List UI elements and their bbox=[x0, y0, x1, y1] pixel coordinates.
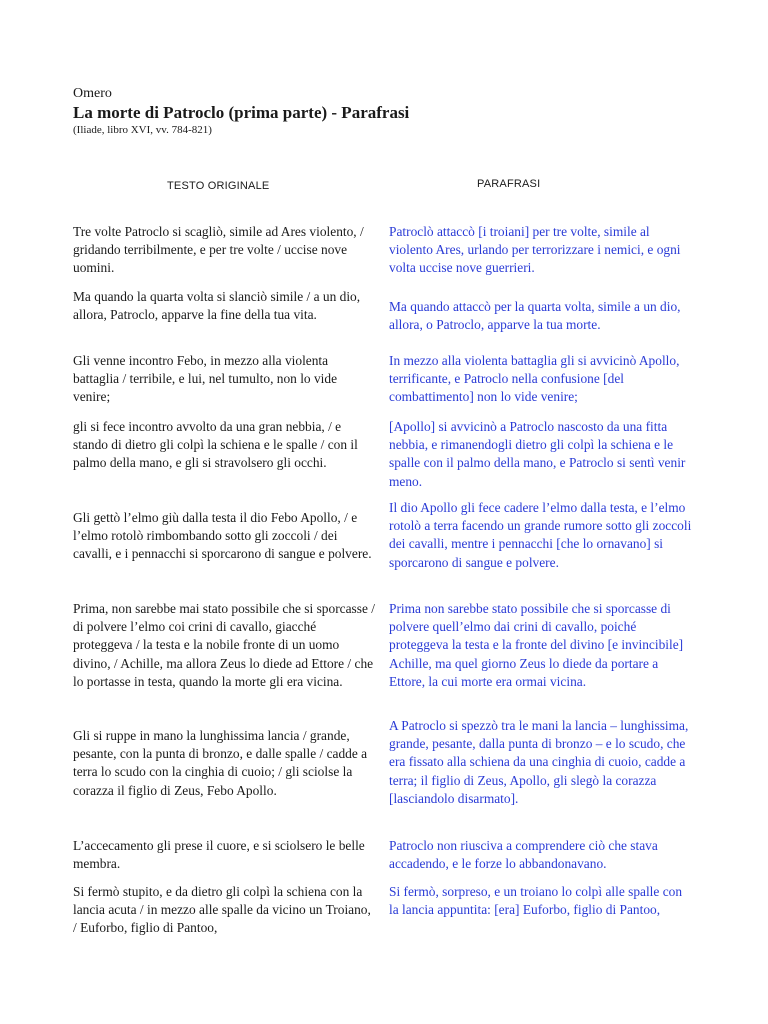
paraphrase-text: Prima non sarebbe stato possibile che si sporcasse di polvere quell’elmo dai crini di cavallo, poiché proteggeva la testa e la fronte del divino [e invincibile] Achille, ma quel giorno Zeus lo diede da portare a Ettore, la cui morte era ormai vicina. bbox=[389, 601, 684, 689]
original-text: Gli si ruppe in mano la lunghissima lancia / grande, pesante, con la punta di bronzo, e dalle spalle / cadde a terra lo scudo con la cinghia di cuoio; / gli sciolse la corazza il figlio di Zeus, Febo Apollo. bbox=[73, 728, 368, 798]
original-text: Si fermò stupito, e da dietro gli colpì la schiena con la lancia acuta / in mezzo alle spalle da vicino un Troiano, / Euforbo, figlio di Pantoo, bbox=[73, 884, 371, 936]
paraphrase-text: Si fermò, sorpreso, e un troiano lo colpì alle spalle con la lancia appuntita: [era] Euforbo, figlio di Pantoo, bbox=[389, 884, 683, 918]
original-text: gli si fece incontro avvolto da una gran nebbia, / e stando di dietro gli colpì la schiena e le spalle / con il palmo della mano, e gli si stravolsero gli occhi. bbox=[73, 419, 358, 471]
paraphrase-text: Il dio Apollo gli fece cadere l’elmo dalla testa, e l’elmo rotolò a terra facendo un grande rumore sotto gli zoccoli dei cavalli, mentre i pennacchi [che lo ornavano] si sporcarono di sangue e polvere. bbox=[389, 500, 692, 570]
document-subtitle: (Iliade, libro XVI, vv. 784-821) bbox=[73, 124, 212, 136]
paraphrase-text: Patroclo non riusciva a comprendere ciò che stava accadendo, e le forze lo abbandonavano. bbox=[389, 838, 658, 872]
paraphrase-text: A Patroclo si spezzò tra le mani la lancia – lunghissima, grande, pesante, dalla punta di bronzo – e lo scudo, che era fissato alla schiena da una cinghia di cuoio, cadde a terra; il figlio di Zeus, Apollo, gli slegò la corazza [lasciandolo disarmato]. bbox=[389, 718, 689, 806]
column-header-paraphrase: PARAFRASI bbox=[477, 178, 541, 190]
paraphrase-text: Patroclò attaccò [i troiani] per tre volte, simile al violento Ares, urlando per terrorizzare i nemici, e ogni volta uccise nove guerrieri. bbox=[389, 224, 681, 276]
paraphrase-text: [Apollo] si avvicinò a Patroclo nascosto da una fitta nebbia, e rimanendogli dietro gli colpì la schiena e le spalle con il palmo della mano, e Patroclo si sentì venir meno. bbox=[389, 419, 686, 489]
original-text: Prima, non sarebbe mai stato possibile che si sporcasse / di polvere l’elmo coi crini di cavallo, giacché proteggeva / la testa e la nobile fronte di un uomo divino, / Achille, ma allora Zeus lo diede ad Ettore / che lo portasse in testa, quando la morte gli era vicina. bbox=[73, 601, 375, 689]
original-text: Gli venne incontro Febo, in mezzo alla violenta battaglia / terribile, e lui, nel tumulto, non lo vide venire; bbox=[73, 353, 338, 405]
original-text: Ma quando la quarta volta si slanciò simile / a un dio, allora, Patroclo, apparve la fine della tua vita. bbox=[73, 289, 361, 323]
column-header-original: TESTO ORIGINALE bbox=[167, 180, 270, 192]
document-title: La morte di Patroclo (prima parte) - Parafrasi bbox=[73, 103, 410, 122]
original-text: L’accecamento gli prese il cuore, e si sciolsero le belle membra. bbox=[73, 838, 365, 872]
author: Omero bbox=[73, 86, 112, 101]
paraphrase-text: Ma quando attaccò per la quarta volta, simile a un dio, allora, o Patroclo, apparve la tua morte. bbox=[389, 299, 681, 333]
original-text: Tre volte Patroclo si scagliò, simile ad Ares violento, / gridando terribilmente, e per tre volte / uccise nove uomini. bbox=[73, 224, 364, 276]
paraphrase-text: In mezzo alla violenta battaglia gli si avvicinò Apollo, terrificante, e Patroclo nella confusione [del combattimento] non lo vide venire; bbox=[389, 353, 680, 405]
original-text: Gli gettò l’elmo giù dalla testa il dio Febo Apollo, / e l’elmo rotolò rimbombando sotto gli zoccoli / dei cavalli, e i pennacchi si sporcarono di sangue e polvere. bbox=[73, 510, 372, 562]
